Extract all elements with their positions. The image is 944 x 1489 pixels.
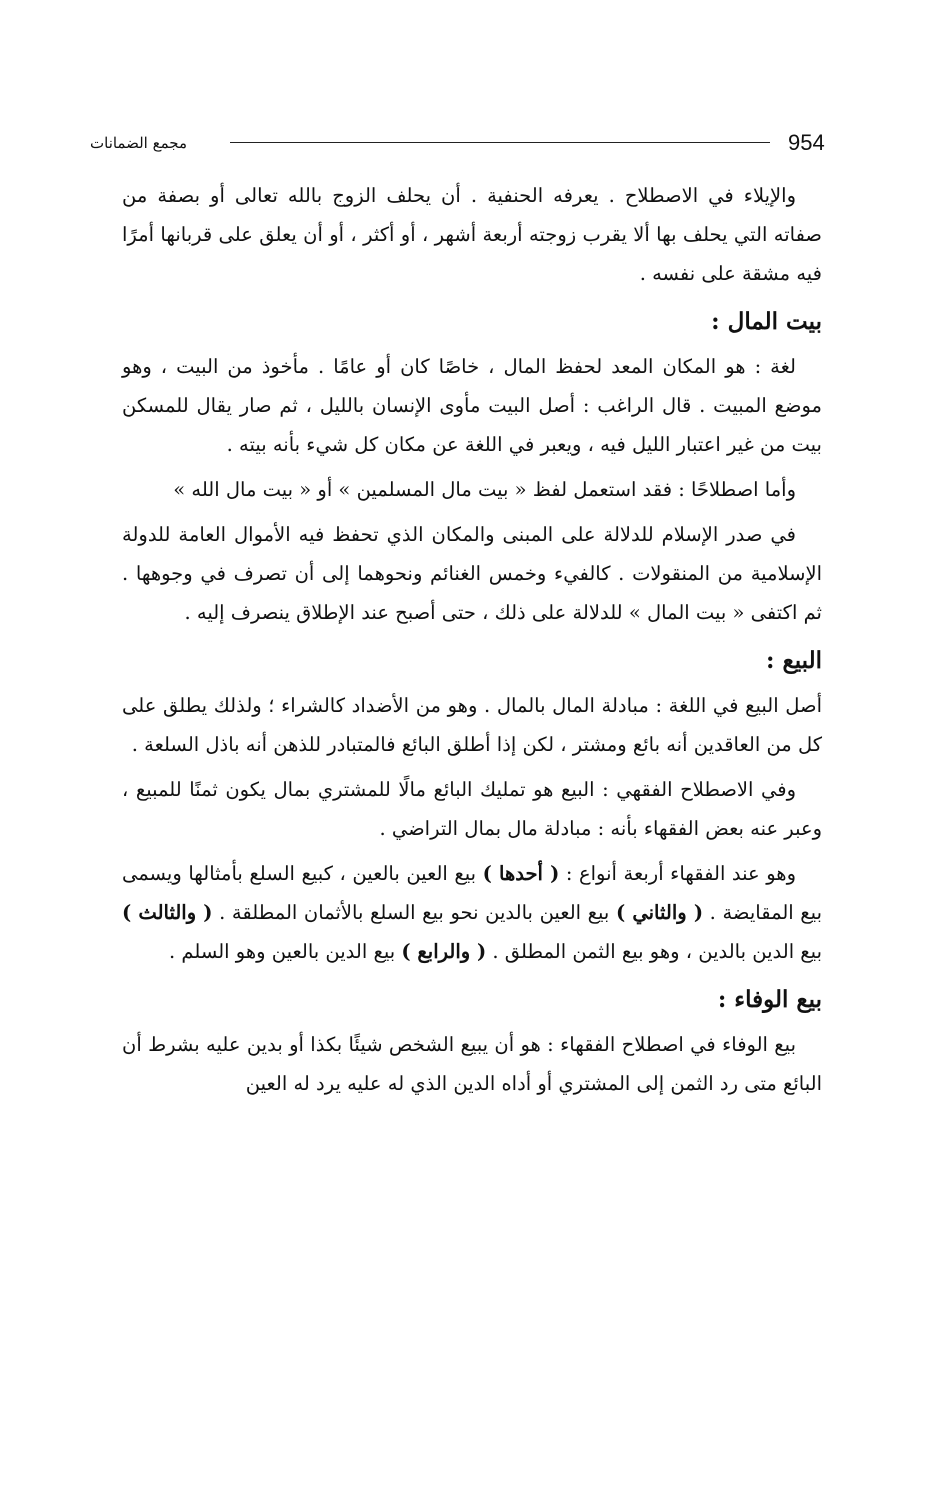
type-label-second: ( والثاني ) [615,901,704,924]
heading-albay: البيع : [765,647,822,674]
types-text-4: بيع الدين بالدين ، وهو بيع الثمن المطلق . [486,940,822,963]
types-text-3: بيع العين بالدين نحو بيع السلع بالأثمان المطلقة . [212,901,616,924]
paragraph-bayt-almal-linguistic: لغة : هو المكان المعد لحفظ المال ، خاصًا كان أو عامًا . مأخوذ من البيت ، وهو موضع المبيت . قال الراغب : أصل البيت مأوى الإنسان بالليل ، ثم صار يقال للمسكن بيت من غير اعتبار الليل فيه ، ويعبر في اللغة عن مكان كل شيء بأنه بيته . [122,355,822,456]
types-text-5: بيع الدين بالعين وهو السلم . [169,940,402,963]
page-number: 954 [788,130,825,155]
running-title: مجمع الضمانات [90,134,187,152]
paragraph-albay-types [122,854,822,971]
type-label-third: ( والثالث ) [122,901,213,924]
heading-bayt-almal: بيت المال : [711,308,822,335]
types-text-2: بيع العين بالعين ، كبيع السلع بأمثالها ويسمى بيع المقايضة . [122,862,822,924]
header-rule [230,142,770,143]
types-text-1: وهو عند الفقهاء أربعة أنواع : [559,862,796,885]
paragraph-albay-technical: وفي الاصطلاح الفقهي : البيع هو تمليك البائع مالًا للمشتري بمال يكون ثمنًا للمبيع ، وعبر عنه بعض الفقهاء بأنه : مبادلة مال بمال التراضي . [122,778,822,840]
paragraph-bay-alwafa: بيع الوفاء في اصطلاح الفقهاء : هو أن يبيع الشخص شيئًا بكذا أو بدين عليه بشرط أن البائع متى رد الثمن إلى المشتري أو أداه الدين الذي له عليه يرد له العين [122,1033,822,1095]
type-label-first: ( أحدها ) [482,862,560,885]
heading-bay-alwafa: بيع الوفاء : [717,986,822,1013]
page-body [122,176,822,1103]
paragraph-albay-linguistic: أصل البيع في اللغة : مبادلة المال بالمال . وهو من الأضداد كالشراء ؛ ولذلك يطلق على كل من العاقدين أنه بائع ومشتر ، لكن إذا أطلق البائع فالمتبادر للذهن أنه باذل السلعة . [122,694,822,756]
paragraph-bayt-almal-technical: وأما اصطلاحًا : فقد استعمل لفظ « بيت مال المسلمين » أو « بيت مال الله » [173,478,796,501]
type-label-fourth: ( والرابع ) [401,940,487,963]
paragraph-bayt-almal-history: في صدر الإسلام للدلالة على المبنى والمكان الذي تحفظ فيه الأموال العامة للدولة الإسلامية من المنقولات . كالفيء وخمس الغنائم ونحوهما إلى أن تصرف في وجوهها . ثم اكتفى « بيت المال » للدلالة على ذلك ، حتى أصبح عند الإطلاق ينصرف إليه . [122,523,822,624]
page-header [90,128,825,162]
paragraph-ila-definition: والإيلاء في الاصطلاح . يعرفه الحنفية . أن يحلف الزوج بالله تعالى أو بصفة من صفاته التي يحلف بها ألا يقرب زوجته أربعة أشهر ، أو أكثر ، أو أن يعلق على قربانها أمرًا فيه مشقة على نفسه . [122,184,822,285]
